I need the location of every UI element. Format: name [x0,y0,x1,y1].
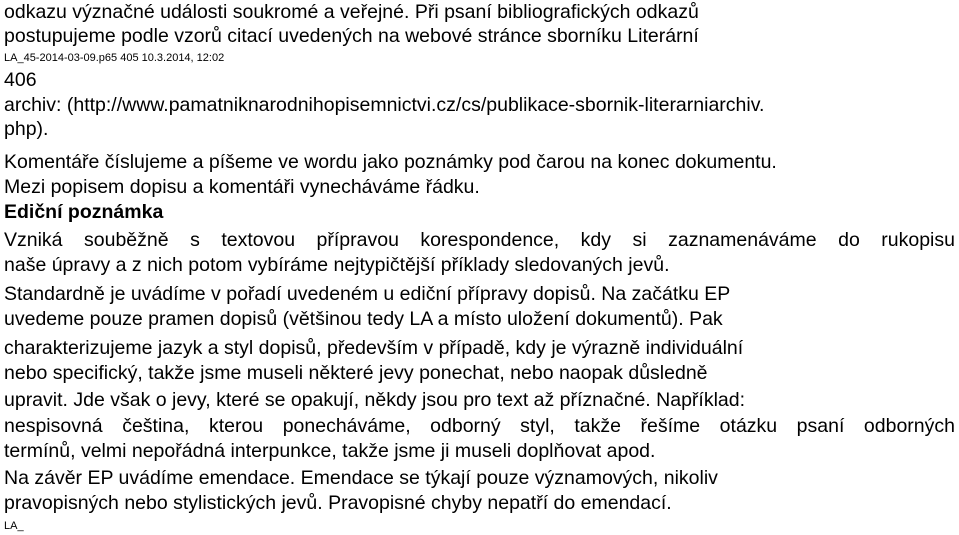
paragraph-line: pravopisných nebo stylistických jevů. Pravopisné chyby nepatří do emendací. [4,492,672,514]
page-footer-label: LA_ [4,520,24,532]
paragraph-line: uvedeme pouze pramen dopisů (většinou tedy LA a místo uložení dokumentů). Pak [4,308,723,330]
text-line: php). [4,118,49,140]
page-footer-filename: LA_45-2014-03-09.p65 405 10.3.2014, 12:02 [4,52,225,64]
text-line: Mezi popisem dopisu a komentáři vynecháváme řádku. [4,176,480,198]
paragraph-line: nebo specifický, takže jsme museli některé jevy ponechat, nebo naopak důsledně [4,362,708,384]
text-line: odkazu význačné události soukromé a veřejné. Při psaní bibliografických odkazů [4,1,699,23]
paragraph-line: Vzniká souběžně s textovou přípravou korespondence, kdy si zaznamenáváme do rukopisu [4,229,955,251]
paragraph-line: Na závěr EP uvádíme emendace. Emendace se týkají pouze významových, nikoliv [4,467,718,489]
paragraph-line: upravit. Jde však o jevy, které se opakují, někdy jsou pro text až příznačné. Například: [4,389,746,411]
paragraph-line: nespisovná čeština, kterou ponecháváme, odborný styl, takže řešíme otázku psaní odborných [4,415,955,437]
paragraph-line: Standardně je uvádíme v pořadí uvedeném u ediční přípravy dopisů. Na začátku EP [4,283,731,305]
paragraph-line: naše úpravy a z nich potom vybíráme nejtypičtější příklady sledovaných jevů. [4,254,670,276]
text-line: Komentáře číslujeme a píšeme ve wordu jako poznámky pod čarou na konec dokumentu. [4,151,777,173]
section-heading: Ediční poznámka [4,201,164,223]
text-line: postupujeme podle vzorů citací uvedených na webové stránce sborníku Literární [4,25,699,47]
text-line: archiv: (http://www.pamatniknarodnihopisemnictvi.cz/cs/publikace-sbornik-literarniarchiv. [4,94,765,116]
page-number: 406 [4,69,37,91]
paragraph-line: charakterizujeme jazyk a styl dopisů, především v případě, kdy je výrazně individuální [4,337,744,359]
paragraph-line: termínů, velmi nepořádná interpunkce, takže jsme ji museli doplňovat apod. [4,440,656,462]
